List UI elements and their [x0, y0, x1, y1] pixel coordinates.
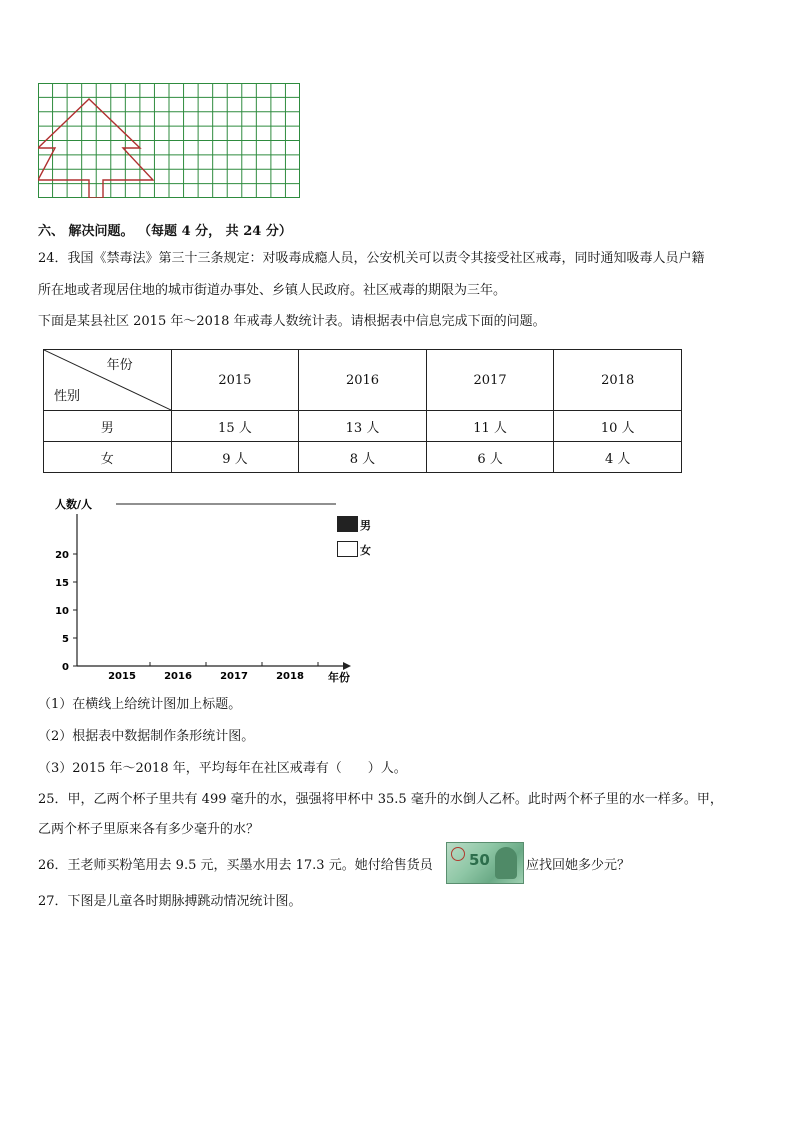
year-header: 2018 — [554, 350, 682, 411]
bar-chart — [40, 492, 370, 692]
banknote-50-yuan-image — [446, 842, 524, 884]
x-tick-label: 2018 — [276, 671, 304, 682]
corner-gender-label: 性别 — [54, 389, 81, 404]
q24-line3: 下面是某县社区 2015 年～2018 年戒毒人数统计表。请根据表中信息完成下面的问题。 — [38, 314, 546, 329]
emblem-icon — [451, 847, 465, 861]
y-tick-label: 5 — [62, 634, 69, 645]
stats-table — [43, 349, 682, 473]
year-header: 2016 — [299, 350, 427, 411]
table-cell: 9 人 — [171, 442, 299, 473]
legend-swatch-male — [337, 516, 358, 532]
table-corner-cell — [44, 350, 172, 411]
q26-text-after: 应找回她多少元？ — [526, 858, 631, 873]
legend-swatch-female — [337, 541, 358, 557]
x-tick-label: 2015 — [108, 671, 136, 682]
note-value: 50 — [469, 851, 490, 869]
legend-label-male: 男 — [360, 519, 371, 532]
y-tick-label: 20 — [55, 550, 69, 561]
y-tick-label: 15 — [55, 578, 69, 589]
q24-line2: 所在地或者现居住地的城市街道办事处、乡镇人民政府。社区戒毒的期限为三年。 — [38, 283, 507, 298]
table-row — [44, 411, 682, 442]
table-cell: 13 人 — [299, 411, 427, 442]
row-label: 女 — [44, 442, 172, 473]
x-axis-label: 年份 — [328, 671, 350, 684]
x-tick-label: 2016 — [164, 671, 192, 682]
table-cell: 6 人 — [426, 442, 554, 473]
table-row — [44, 442, 682, 473]
corner-year-label: 年份 — [106, 358, 133, 373]
y-tick-label: 0 — [62, 662, 69, 673]
q24-sub3: （3）2015 年～2018 年，平均每年在社区戒毒有（ ）人。 — [38, 761, 407, 776]
q25-line1: 25．甲，乙两个杯子里共有 499 毫升的水，强强将甲杯中 35.5 毫升的水倒人乙杯。此时两个杯子里的水一样多。甲， — [38, 792, 723, 807]
legend-label-female: 女 — [360, 544, 371, 557]
table-header-row — [44, 350, 682, 411]
x-tick-label: 2017 — [220, 671, 248, 682]
year-header: 2015 — [171, 350, 299, 411]
section-heading: 六、 解决问题。 （每题 4 分， 共 24 分） — [38, 224, 292, 239]
row-label: 男 — [44, 411, 172, 442]
year-header: 2017 — [426, 350, 554, 411]
portrait-icon — [495, 847, 517, 879]
y-axis-label: 人数/人 — [55, 498, 93, 511]
table-cell: 15 人 — [171, 411, 299, 442]
y-ticks — [55, 550, 77, 673]
x-ticks — [108, 662, 318, 682]
table-cell: 11 人 — [426, 411, 554, 442]
q26-text-before: 26．王老师买粉笔用去 9.5 元，买墨水用去 17.3 元。她付给售货员 — [38, 858, 433, 873]
q24-sub2: （2）根据表中数据制作条形统计图。 — [38, 729, 255, 744]
q27-line1: 27．下图是儿童各时期脉搏跳动情况统计图。 — [38, 894, 302, 909]
y-tick-label: 10 — [55, 606, 69, 617]
table-cell: 8 人 — [299, 442, 427, 473]
square-grid — [38, 83, 300, 198]
grid-tree-figure — [38, 83, 300, 198]
table-cell: 10 人 — [554, 411, 682, 442]
x-axis-arrow — [343, 662, 351, 670]
q24-line1: 24．我国《禁毒法》第三十三条规定：对吸毒成瘾人员，公安机关可以责令其接受社区戒毒，同时通知吸毒人员户籍 — [38, 251, 705, 266]
table-cell: 4 人 — [554, 442, 682, 473]
q24-sub1: （1）在横线上给统计图加上标题。 — [38, 697, 242, 712]
q25-line2: 乙两个杯子里原来各有多少毫升的水？ — [38, 822, 260, 837]
